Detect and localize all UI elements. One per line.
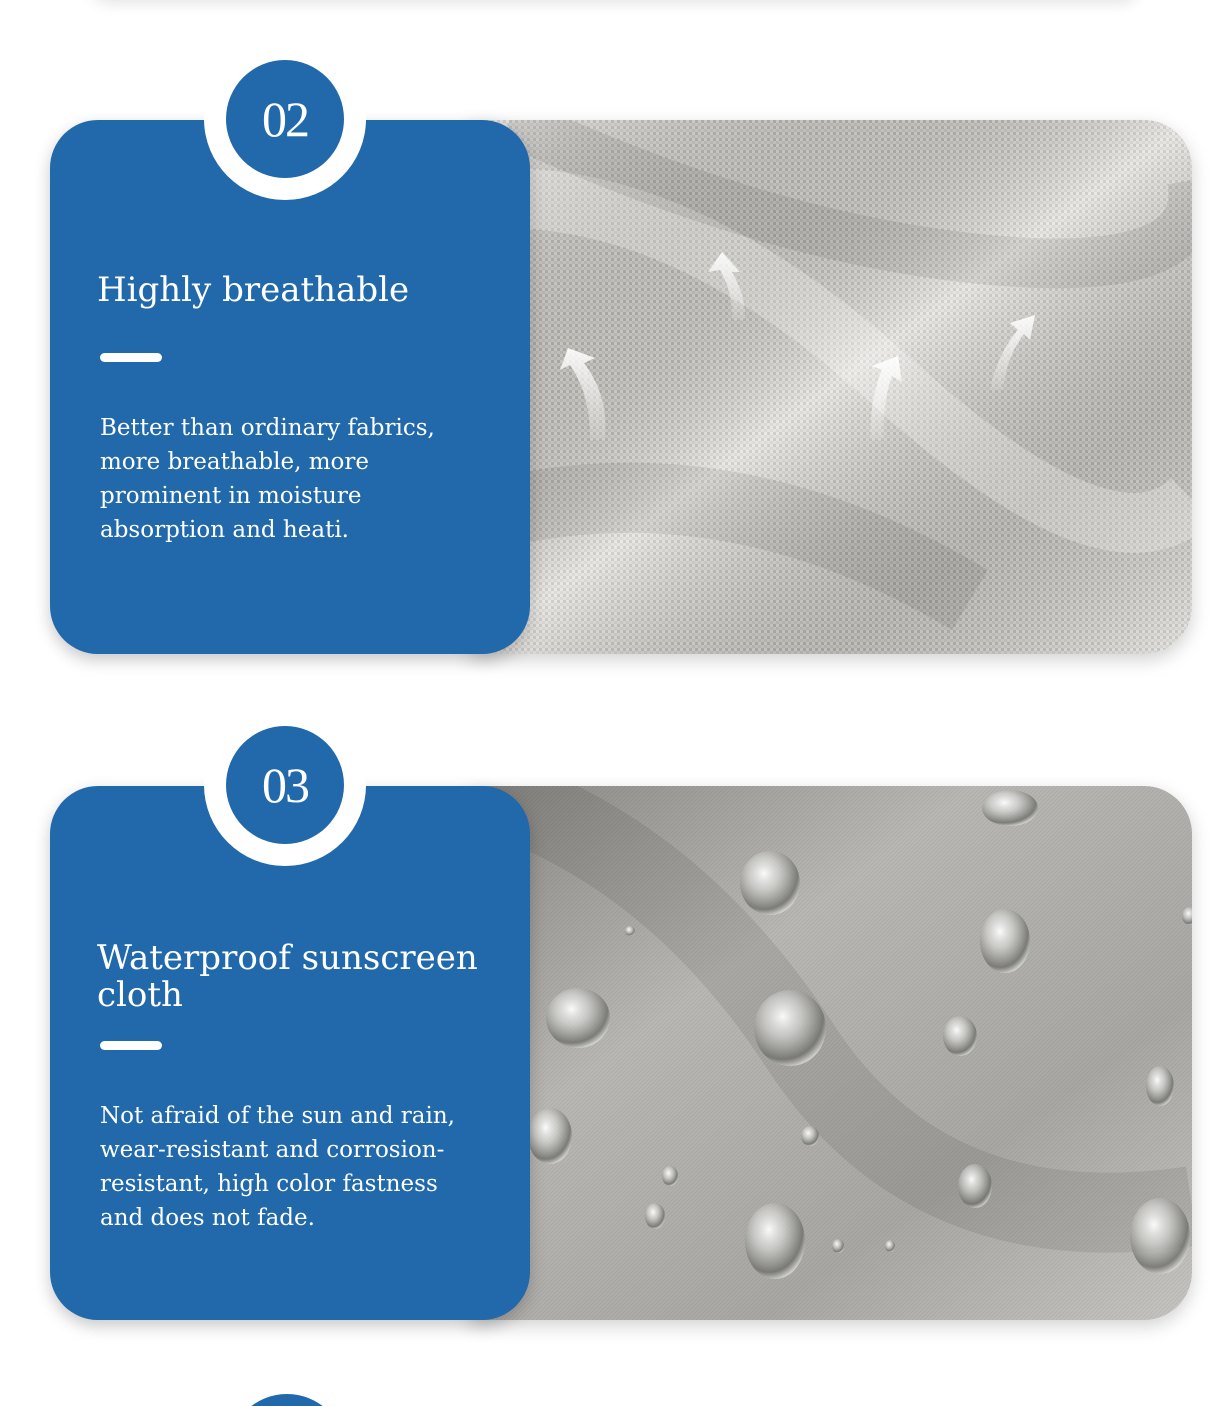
breathable-fabric-image: [470, 120, 1192, 654]
feature-panel: [50, 757, 530, 1320]
feature-card-breathable: [50, 91, 1192, 654]
feature-panel: [50, 91, 530, 654]
feature-card-waterproof: [50, 757, 1192, 1320]
feature-title: Highly breathable: [97, 270, 410, 310]
title-divider: [100, 353, 162, 362]
feature-number-badge: 02: [226, 60, 344, 178]
feature-description: Better than ordinary fabrics, more breathable, more prominent in moisture absorption and heati.: [100, 415, 435, 543]
feature-description: Not afraid of the sun and rain, wear-resistant and corrosion-resistant, high color fastness and does not fade.: [100, 1103, 455, 1231]
waterproof-fabric-image: [470, 786, 1192, 1320]
feature-number-badge: 03: [226, 726, 344, 844]
feature-title: Waterproof sunscreen cloth: [97, 938, 478, 1015]
title-divider: [100, 1041, 162, 1050]
next-feature-badge: [228, 1394, 346, 1406]
